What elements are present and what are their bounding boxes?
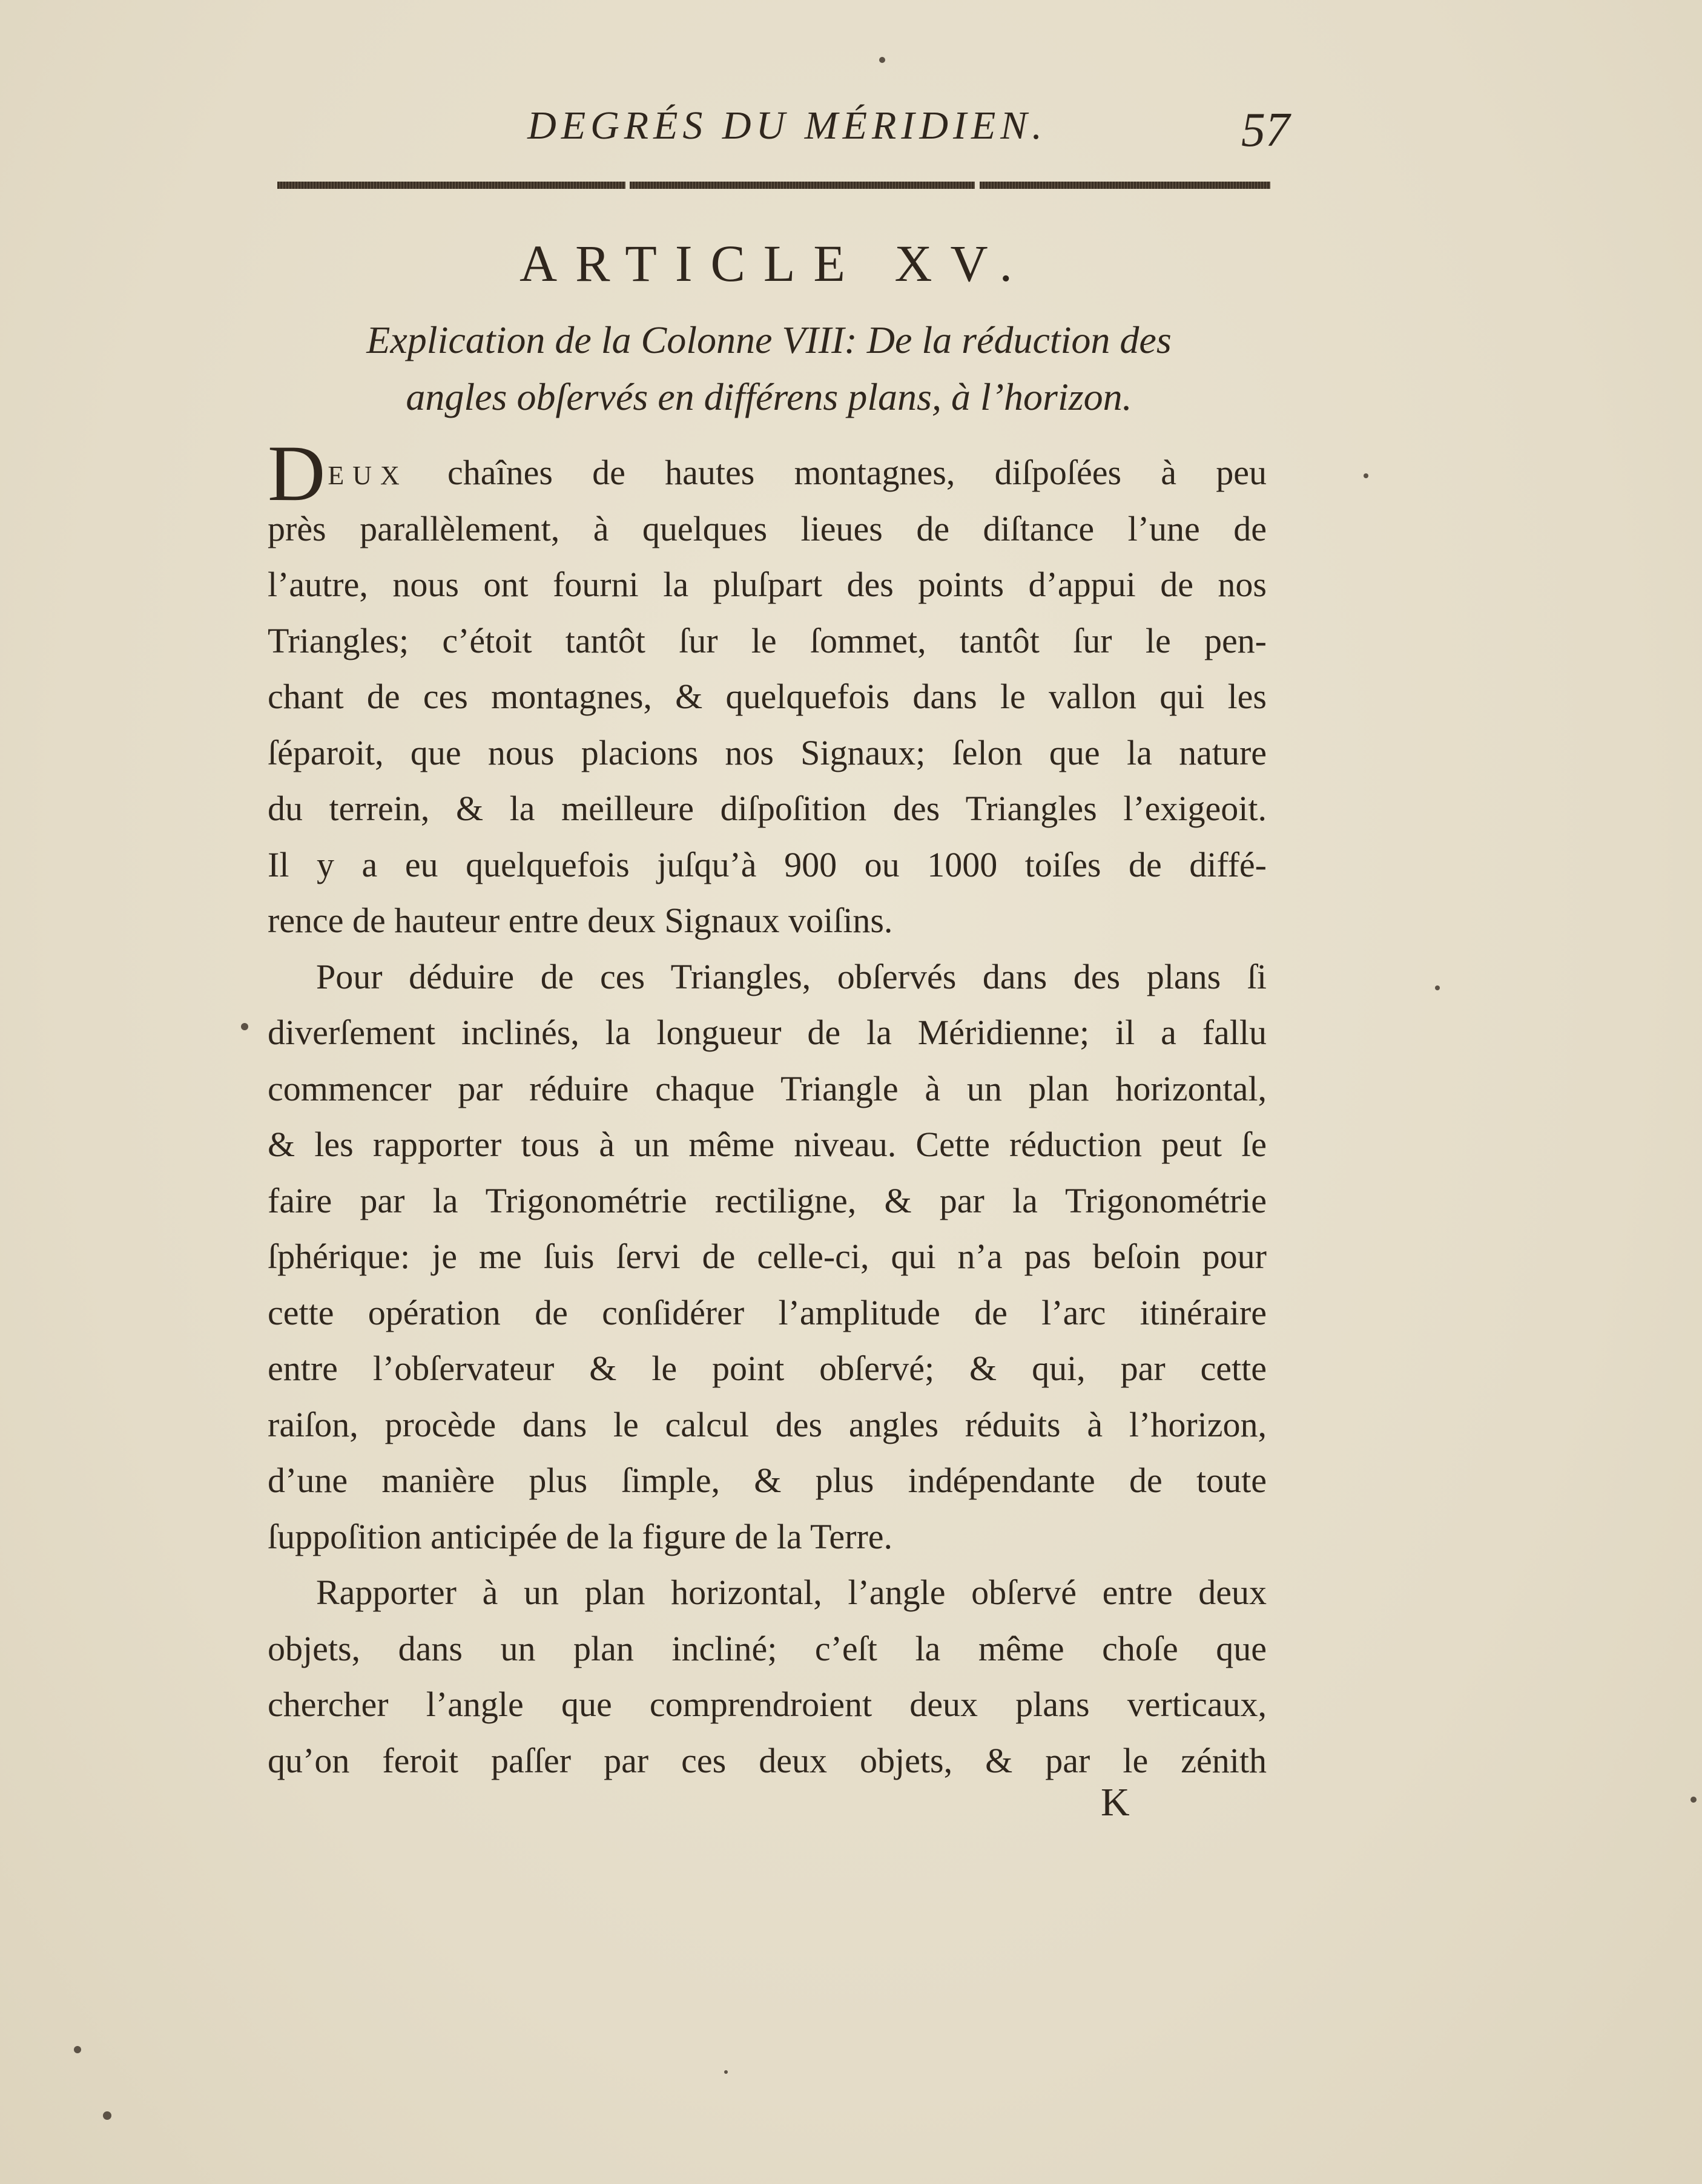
paper-speck: [1435, 985, 1440, 990]
text-line: Triangles; c’étoit tantôt ſur le ſommet, tantôt ſur le pen-: [268, 620, 1267, 660]
text-line: DEUX chaînes de hautes montagnes, diſpoſées à peu: [268, 429, 1267, 518]
subtitle-line: angles obſervés en différens plans, à l’horizon.: [406, 375, 1132, 418]
text-line: ſphérique: je me ſuis ſervi de celle-ci, qui n’a pas beſoin pour: [268, 1237, 1267, 1276]
text-line: rence de hauteur entre deux Signaux voiſins.: [268, 901, 893, 940]
signature-mark: K: [1101, 1780, 1130, 1824]
article-title: ARTICLE XV.: [519, 234, 1031, 292]
paper-speck: [879, 57, 885, 63]
text-line: près parallèlement, à quelques lieues de diſtance l’une de: [268, 508, 1267, 548]
text-line: Pour déduire de ces Triangles, obſervés dans des plans ſi: [316, 956, 1267, 996]
article-subtitle: [254, 312, 1284, 426]
paper-speck: [241, 1023, 248, 1030]
text-line: cette opération de conſidérer l’amplitude de l’arc itinéraire: [268, 1292, 1267, 1332]
header-rule-right: [980, 182, 1270, 189]
paper-speck: [724, 2070, 728, 2074]
text-line: faire par la Trigonométrie rectiligne, & par la Trigonométrie: [268, 1180, 1267, 1220]
body-text: [268, 429, 1267, 1789]
text-line: du terrein, & la meilleure diſpoſition des Triangles l’exigeoit.: [268, 789, 1267, 828]
text-line: d’une manière plus ſimple, & plus indépendante de toute: [268, 1461, 1267, 1500]
small-caps-word: EUX: [328, 461, 408, 490]
text-line: chercher l’angle que comprendroient deux plans verticaux,: [268, 1685, 1267, 1724]
text-line: entre l’obſervateur & le point obſervé; & qui, par cette: [268, 1349, 1267, 1388]
header-rule-left: [277, 182, 625, 189]
header-rule-middle: [630, 182, 975, 189]
text-line: Rapporter à un plan horizontal, l’angle obſervé entre deux: [316, 1573, 1267, 1612]
text-line: l’autre, nous ont fourni la pluſpart des points d’appui de nos: [268, 565, 1267, 604]
text-line: commencer par réduire chaque Triangle à un plan horizontal,: [268, 1068, 1267, 1108]
paper-speck: [1690, 1797, 1697, 1803]
text-line: ſéparoit, que nous placions nos Signaux; ſelon que la nature: [268, 732, 1267, 772]
text-line: qu’on feroit paſſer par ces deux objets, & par le zénith: [268, 1740, 1267, 1780]
text-line: chant de ces montagnes, & quelquefois dans le vallon qui les: [268, 677, 1267, 716]
running-head: DEGRÉS DU MÉRIDIEN.: [527, 104, 1047, 148]
text-line: & les rapporter tous à un même niveau. Cette réduction peut ſe: [268, 1125, 1267, 1164]
subtitle-line: Explication de la Colonne VIII: De la réduction des: [366, 318, 1172, 361]
page-number: 57: [1241, 104, 1290, 157]
paper-speck: [103, 2111, 111, 2120]
text-line: ſuppoſition anticipée de la figure de la Terre.: [268, 1516, 893, 1556]
drop-cap: D: [268, 429, 326, 518]
text-line: objets, dans un plan incliné; c’eſt la même choſe que: [268, 1628, 1267, 1668]
text-line: raiſon, procède dans le calcul des angles réduits à l’horizon,: [268, 1404, 1267, 1444]
paper-speck: [74, 2046, 81, 2053]
text-line: diverſement inclinés, la longueur de la Méridienne; il a fallu: [268, 1013, 1267, 1052]
text-line: Il y a eu quelquefois juſqu’à 900 ou 1000 toiſes de diffé-: [268, 844, 1267, 884]
paper-speck: [1364, 473, 1368, 478]
